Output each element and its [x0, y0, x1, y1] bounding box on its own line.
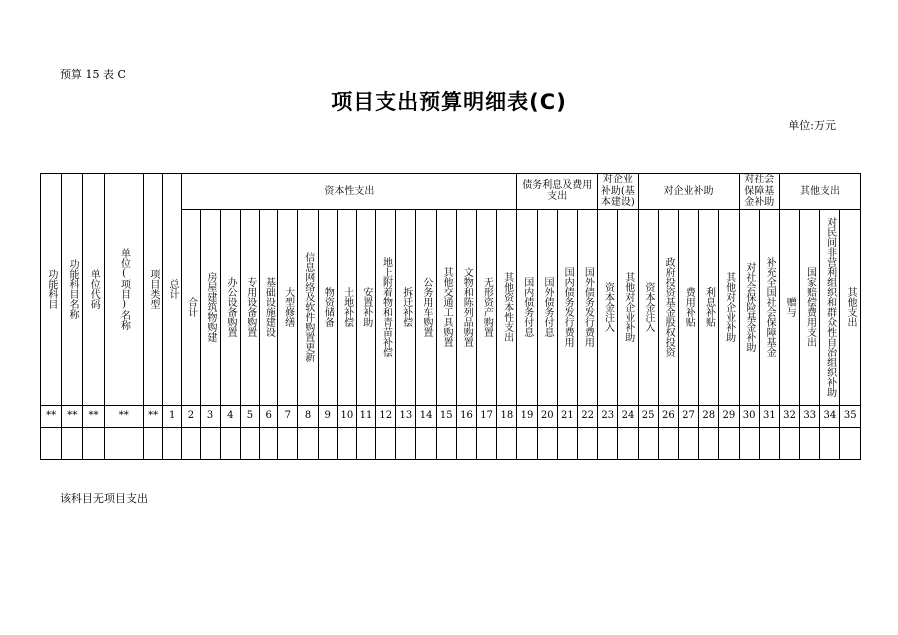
left-header-1	[62, 174, 83, 406]
budget-detail-table	[40, 173, 861, 460]
code-cell-9: 5	[240, 405, 259, 427]
code-cell-31: 27	[678, 405, 698, 427]
empty-cell	[577, 427, 597, 459]
sub-header-4	[260, 209, 278, 405]
empty-cell	[820, 427, 840, 459]
empty-cell	[240, 427, 259, 459]
left-header-3	[104, 174, 143, 406]
code-cell-1: **	[62, 405, 83, 427]
sub-header-28	[739, 209, 759, 405]
empty-cell	[456, 427, 476, 459]
sub-header-6-text: 信息网络及软件购置更新	[302, 252, 314, 362]
code-cell-2: **	[83, 405, 104, 427]
empty-cell	[163, 427, 182, 459]
code-cell-26: 22	[577, 405, 597, 427]
empty-cell	[477, 427, 497, 459]
left-header-1-text: 功能科目名称	[67, 259, 79, 320]
group-header-1: 债务利息及费用支出	[517, 174, 598, 210]
sub-header-5	[278, 209, 298, 405]
sub-header-23	[638, 209, 658, 405]
code-cell-11: 7	[278, 405, 298, 427]
empty-cell	[278, 427, 298, 459]
empty-cell	[143, 427, 162, 459]
group-header-0: 资本性支出	[182, 174, 517, 210]
sub-header-33	[840, 209, 861, 405]
empty-cell	[699, 427, 719, 459]
sub-header-22	[618, 209, 638, 405]
empty-cell	[517, 427, 537, 459]
sub-header-26	[699, 209, 719, 405]
sub-header-8	[337, 209, 356, 405]
sub-header-19	[557, 209, 577, 405]
left-header-4	[143, 174, 162, 406]
sub-header-14-text: 文物和陈列品购置	[461, 267, 473, 347]
empty-cell	[182, 427, 200, 459]
empty-cell	[298, 427, 318, 459]
code-cell-21: 17	[477, 405, 497, 427]
sub-header-3	[240, 209, 259, 405]
code-cell-4: **	[143, 405, 162, 427]
empty-cell	[337, 427, 356, 459]
code-cell-10: 6	[260, 405, 278, 427]
sub-header-2	[220, 209, 240, 405]
sub-header-12	[416, 209, 436, 405]
sub-header-30-text: 赠与	[784, 297, 796, 317]
empty-cell	[779, 427, 799, 459]
sub-header-9-text: 安置补助	[360, 287, 372, 327]
page-title: 项目支出预算明细表(C)	[331, 90, 567, 114]
code-cell-5: 1	[163, 405, 182, 427]
code-cell-17: 13	[396, 405, 416, 427]
left-header-2-text: 单位代码	[88, 269, 100, 310]
sub-header-27	[719, 209, 739, 405]
code-cell-18: 14	[416, 405, 436, 427]
sub-header-25-text: 费用补贴	[683, 287, 695, 327]
code-cell-39: 35	[840, 405, 861, 427]
code-cell-30: 26	[658, 405, 678, 427]
form-number: 预算 15 表 C	[60, 68, 126, 81]
code-cell-33: 29	[719, 405, 739, 427]
code-cell-12: 8	[298, 405, 318, 427]
sub-header-1-text: 房屋建筑物购建	[204, 272, 216, 342]
empty-cell	[436, 427, 456, 459]
empty-cell	[260, 427, 278, 459]
empty-cell	[416, 427, 436, 459]
code-cell-8: 4	[220, 405, 240, 427]
sub-header-21-text: 资本金注入	[602, 282, 614, 332]
sub-header-30	[779, 209, 799, 405]
sub-header-28-text: 对社会保险基金补助	[743, 262, 755, 352]
code-cell-38: 34	[820, 405, 840, 427]
code-cell-16: 12	[376, 405, 396, 427]
empty-cell	[598, 427, 618, 459]
empty-cell	[840, 427, 861, 459]
left-header-4-text: 项目类型	[147, 269, 159, 310]
empty-cell	[356, 427, 375, 459]
code-cell-32: 28	[699, 405, 719, 427]
sub-header-26-text: 利息补贴	[703, 287, 715, 327]
sub-header-24	[658, 209, 678, 405]
group-header-5: 其他支出	[779, 174, 860, 210]
empty-cell	[62, 427, 83, 459]
sub-header-16-text: 其他资本性支出	[501, 272, 513, 342]
sub-header-4-text: 基础设施建设	[263, 277, 275, 337]
code-cell-19: 15	[436, 405, 456, 427]
sub-header-29-text: 补充全国社会保障基金	[764, 257, 776, 357]
code-cell-34: 30	[739, 405, 759, 427]
sub-header-12-text: 公务用车购置	[420, 277, 432, 337]
empty-cell	[800, 427, 820, 459]
code-cell-27: 23	[598, 405, 618, 427]
code-cell-36: 32	[779, 405, 799, 427]
sub-header-7-text: 物资储备	[322, 287, 334, 327]
sub-header-0-text: 合计	[185, 297, 197, 317]
sub-header-1	[200, 209, 220, 405]
code-cell-7: 3	[200, 405, 220, 427]
sub-header-24-text: 政府投资基金股权投资	[663, 257, 675, 357]
code-cell-22: 18	[497, 405, 517, 427]
sub-header-20	[577, 209, 597, 405]
code-cell-24: 20	[537, 405, 557, 427]
left-header-2	[83, 174, 104, 406]
sub-header-11-text: 拆迁补偿	[400, 287, 412, 327]
left-header-5-text: 总计	[166, 279, 178, 300]
sub-header-16	[497, 209, 517, 405]
left-header-5	[163, 174, 182, 406]
code-cell-37: 33	[800, 405, 820, 427]
sub-header-19-text: 国内债务发行费用	[562, 267, 574, 347]
sub-header-3-text: 专用设备购置	[244, 277, 256, 337]
sub-header-10-text: 地上附着物和青苗补偿	[380, 257, 392, 357]
left-header-0-text: 功能科目	[45, 269, 57, 310]
empty-cell	[41, 427, 62, 459]
sub-header-20-text: 国外债务发行费用	[582, 267, 594, 347]
left-header-0	[41, 174, 62, 406]
empty-cell	[376, 427, 396, 459]
sub-header-5-text: 大型修缮	[282, 287, 294, 327]
empty-cell	[719, 427, 739, 459]
sub-header-29	[759, 209, 779, 405]
code-cell-6: 2	[182, 405, 200, 427]
empty-cell	[759, 427, 779, 459]
sub-header-33-text: 其他支出	[844, 287, 856, 327]
empty-cell	[618, 427, 638, 459]
sub-header-11	[396, 209, 416, 405]
sub-header-8-text: 土地补偿	[341, 287, 353, 327]
code-cell-25: 21	[557, 405, 577, 427]
sub-header-23-text: 资本金注入	[642, 282, 654, 332]
sub-header-22-text: 其他对企业补助	[622, 272, 634, 342]
empty-cell	[396, 427, 416, 459]
sub-header-6	[298, 209, 318, 405]
sub-header-17-text: 国内债务付息	[521, 277, 533, 337]
empty-cell	[739, 427, 759, 459]
empty-cell	[537, 427, 557, 459]
code-cell-14: 10	[337, 405, 356, 427]
sub-header-17	[517, 209, 537, 405]
code-cell-13: 9	[318, 405, 337, 427]
unit-label: 单位:万元	[788, 119, 836, 132]
left-header-3-text: 单位(项目)名称	[118, 248, 130, 331]
sub-header-18-text: 国外债务付息	[541, 277, 553, 337]
sub-header-31-text: 国家赔偿费用支出	[804, 267, 816, 347]
sub-header-32-text: 对民间非营利组织和群众性自治组织补助	[824, 217, 836, 397]
code-cell-35: 31	[759, 405, 779, 427]
code-cell-20: 16	[456, 405, 476, 427]
empty-cell	[83, 427, 104, 459]
group-header-4: 对社会保障基金补助	[739, 174, 779, 210]
empty-cell	[557, 427, 577, 459]
empty-cell	[658, 427, 678, 459]
empty-cell	[497, 427, 517, 459]
group-header-2: 对企业补助(基本建设)	[598, 174, 638, 210]
empty-cell	[200, 427, 220, 459]
sub-header-10	[376, 209, 396, 405]
code-cell-0: **	[41, 405, 62, 427]
no-items-note: 该科目无项目支出	[60, 492, 148, 505]
sub-header-31	[800, 209, 820, 405]
sub-header-2-text: 办公设备购置	[225, 277, 237, 337]
empty-cell	[220, 427, 240, 459]
sub-header-21	[598, 209, 618, 405]
code-cell-3: **	[104, 405, 143, 427]
sub-header-13-text: 其他交通工具购置	[441, 267, 453, 347]
group-header-3: 对企业补助	[638, 174, 739, 210]
code-cell-28: 24	[618, 405, 638, 427]
sub-header-9	[356, 209, 375, 405]
sub-header-7	[318, 209, 337, 405]
empty-cell	[678, 427, 698, 459]
code-cell-23: 19	[517, 405, 537, 427]
empty-cell	[318, 427, 337, 459]
code-cell-29: 25	[638, 405, 658, 427]
sub-header-15	[477, 209, 497, 405]
sub-header-18	[537, 209, 557, 405]
sub-header-25	[678, 209, 698, 405]
sub-header-13	[436, 209, 456, 405]
sub-header-27-text: 其他对企业补助	[723, 272, 735, 342]
empty-cell	[638, 427, 658, 459]
sub-header-0	[182, 209, 200, 405]
sub-header-15-text: 无形资产购置	[481, 277, 493, 337]
sub-header-32	[820, 209, 840, 405]
code-cell-15: 11	[356, 405, 375, 427]
empty-cell	[104, 427, 143, 459]
sub-header-14	[456, 209, 476, 405]
